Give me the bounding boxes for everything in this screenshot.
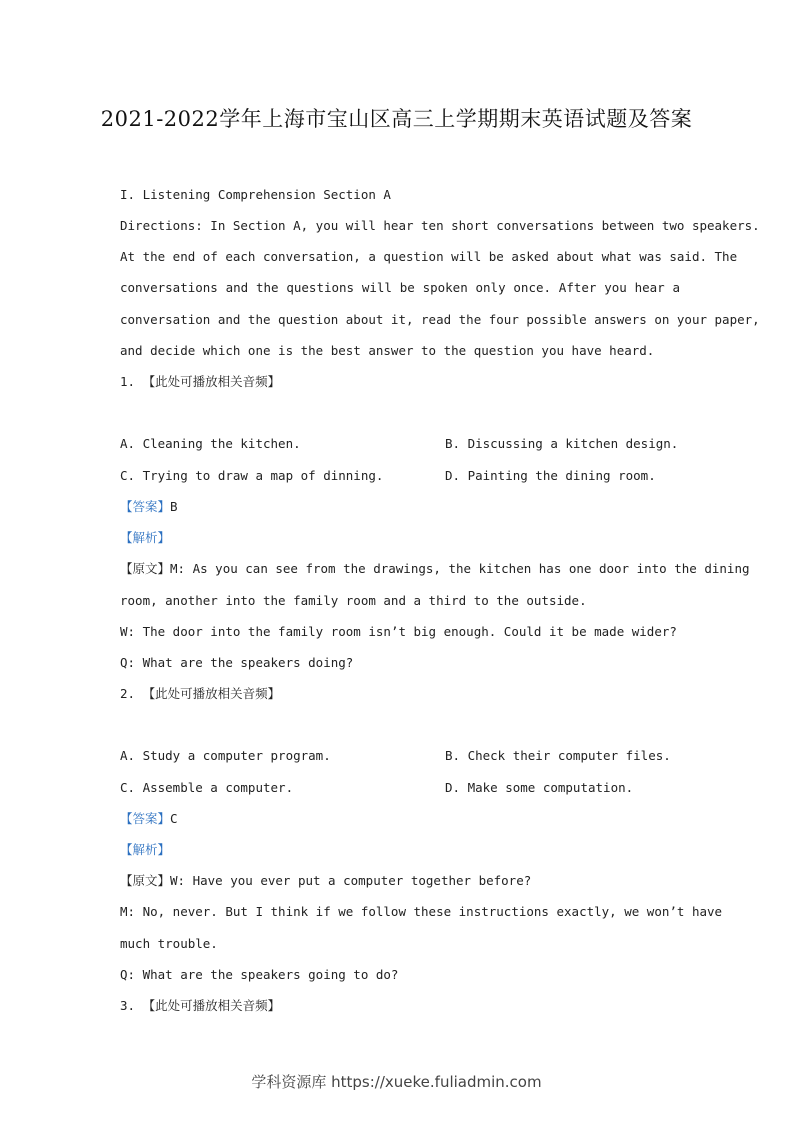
question-number: 3. xyxy=(120,998,136,1013)
option-b: B. Discussing a kitchen design. xyxy=(445,436,679,451)
transcript-line-3: W: The door into the family room isn’t big enough. Could it be made wider? xyxy=(120,624,677,639)
audio-placeholder[interactable]: 【此处可播放相关音频】 xyxy=(142,998,281,1013)
directions-line-5: and decide which one is the best answer to the question you have heard. xyxy=(120,343,655,358)
question-1-header xyxy=(120,373,680,391)
question-3-header xyxy=(120,997,680,1015)
option-c: C. Trying to draw a map of dinning. xyxy=(120,468,384,483)
option-a: A. Study a computer program. xyxy=(120,748,331,763)
answer-label: 【答案】 xyxy=(120,499,171,514)
directions-line-3: conversations and the questions will be spoken only once. After you hear a xyxy=(120,280,680,295)
question-number: 2. xyxy=(120,686,136,701)
directions-line-4: conversation and the question about it, read the four possible answers on your paper, xyxy=(120,312,760,327)
transcript-text: W: Have you ever put a computer together before? xyxy=(170,873,532,888)
analysis-label: 【解析】 xyxy=(120,842,171,857)
transcript-text: M: As you can see from the drawings, the kitchen has one door into the dining xyxy=(170,561,750,576)
transcript-line-4: Q: What are the speakers going to do? xyxy=(120,967,399,982)
answer-value: C xyxy=(170,811,178,826)
option-c: C. Assemble a computer. xyxy=(120,780,294,795)
transcript-line-4: Q: What are the speakers doing? xyxy=(120,655,354,670)
analysis-label: 【解析】 xyxy=(120,530,171,545)
answer-value: B xyxy=(170,499,178,514)
question-2-header xyxy=(120,685,680,703)
document-title: 2021-2022学年上海市宝山区高三上学期期末英语试题及答案 xyxy=(100,107,693,131)
option-d: D. Painting the dining room. xyxy=(445,468,656,483)
audio-placeholder[interactable]: 【此处可播放相关音频】 xyxy=(142,374,281,389)
transcript-label: 【原文】 xyxy=(120,873,171,888)
answer-line xyxy=(120,498,680,516)
section-heading: I. Listening Comprehension Section A xyxy=(120,187,391,202)
transcript-line-1 xyxy=(120,560,750,578)
footer-watermark: 学科资源库 https://xueke.fuliadmin.com xyxy=(251,1073,542,1091)
answer-line xyxy=(120,810,680,828)
option-d: D. Make some computation. xyxy=(445,780,634,795)
directions-line-2: At the end of each conversation, a question will be asked about what was said. The xyxy=(120,249,738,264)
question-number: 1. xyxy=(120,374,136,389)
transcript-label: 【原文】 xyxy=(120,561,171,576)
transcript-line-2: M: No, never. But I think if we follow these instructions exactly, we won’t have xyxy=(120,904,723,919)
transcript-line-2: room, another into the family room and a third to the outside. xyxy=(120,593,587,608)
transcript-line-3: much trouble. xyxy=(120,936,218,951)
option-b: B. Check their computer files. xyxy=(445,748,671,763)
answer-label: 【答案】 xyxy=(120,811,171,826)
directions-line-1: Directions: In Section A, you will hear ten short conversations between two speakers. xyxy=(120,218,760,233)
audio-placeholder[interactable]: 【此处可播放相关音频】 xyxy=(142,686,281,701)
option-a: A. Cleaning the kitchen. xyxy=(120,436,301,451)
transcript-line-1 xyxy=(120,872,680,890)
